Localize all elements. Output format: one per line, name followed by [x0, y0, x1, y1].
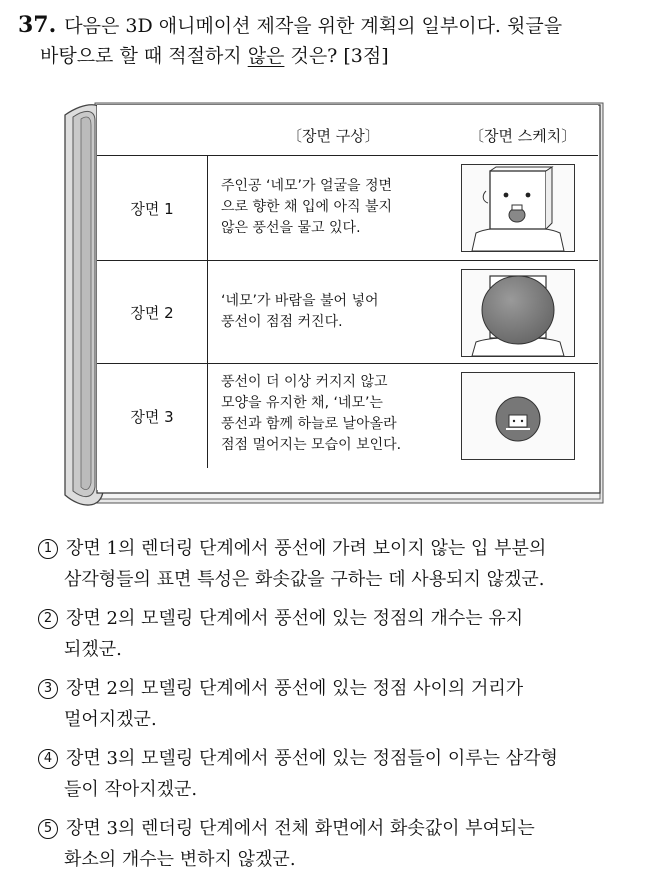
sketch-1 [461, 164, 575, 252]
scene-3-line-3: 풍선과 함께 하늘로 날아올라 [221, 416, 397, 432]
choice-4-line-2: 들이 작아지겠군. [64, 779, 198, 800]
choice-2-line-2: 되겠군. [64, 639, 122, 660]
choice-5-line-1: 장면 3의 렌더링 단계에서 전체 화면에서 화솟값이 부여되는 [66, 818, 535, 839]
scene-text-3 [221, 372, 456, 456]
scene-label-3: 장면 3 [97, 364, 208, 468]
table-header [97, 105, 598, 156]
choice-number-3: 3 [38, 679, 58, 699]
answer-choices [38, 533, 638, 883]
nemo-face-icon [462, 165, 574, 251]
question-line-1 [18, 10, 648, 41]
choice-number-1: 1 [38, 539, 58, 559]
choice-5[interactable] [38, 813, 638, 875]
scene-label-1: 장면 1 [97, 156, 208, 260]
question-emphasis: 않은 [247, 45, 285, 67]
scene-1-line-1: 주인공 ‘네모’가 얼굴을 정면 [221, 178, 393, 194]
header-scene-plan: 〔장면 구상〕 [287, 127, 380, 145]
scene-2-line-2: 풍선이 점점 커진다. [221, 314, 343, 330]
inflated-balloon-icon [462, 270, 574, 356]
choice-5-line-2: 화소의 개수는 변하지 않겠군. [64, 849, 296, 870]
choice-3-line-1: 장면 2의 모델링 단계에서 풍선에 있는 정점 사이의 거리가 [66, 678, 524, 699]
question-text-1: 다음은 3D 애니메이션 제작을 위한 계획의 일부이다. 윗글을 [64, 15, 563, 37]
choice-1-line-1: 장면 1의 렌더링 단계에서 풍선에 가려 보이지 않는 입 부분의 [66, 538, 547, 559]
choice-number-5: 5 [38, 819, 58, 839]
choice-3[interactable] [38, 673, 638, 735]
choice-3-line-2: 멀어지겠군. [64, 709, 157, 730]
header-scene-sketch: 〔장면 스케치〕 [469, 127, 577, 145]
scene-row-1 [97, 156, 598, 261]
scene-text-2 [221, 291, 456, 333]
choice-4[interactable] [38, 743, 638, 805]
choice-number-4: 4 [38, 749, 58, 769]
scene-1-line-2: 으로 향한 채 입에 아직 불지 [221, 199, 393, 215]
scene-1-line-3: 않은 풍선을 물고 있다. [221, 220, 361, 236]
sketch-2 [461, 269, 575, 357]
scene-row-2 [97, 261, 598, 364]
question-text-2a: 바탕으로 할 때 적절하지 [40, 45, 248, 67]
question-stem [18, 10, 648, 71]
choice-1-line-2: 삼각형들의 표면 특성은 화솟값을 구하는 데 사용되지 않겠군. [64, 569, 545, 590]
flying-balloon-icon [462, 373, 574, 459]
plan-table [97, 105, 598, 490]
scene-3-line-2: 모양을 유지한 채, ‘네모’는 [221, 395, 383, 411]
choice-2-line-1: 장면 2의 모델링 단계에서 풍선에 있는 정점의 개수는 유지 [66, 608, 524, 629]
scene-2-line-1: ‘네모’가 바람을 불어 넣어 [221, 293, 379, 309]
question-line-2 [18, 41, 648, 71]
scene-text-1 [221, 176, 456, 239]
scene-label-2: 장면 2 [97, 261, 208, 363]
choice-2[interactable] [38, 603, 638, 665]
scene-row-3 [97, 364, 598, 468]
choice-number-2: 2 [38, 609, 58, 629]
scene-3-line-1: 풍선이 더 이상 커지지 않고 [221, 374, 388, 390]
scene-3-line-4: 점점 멀어지는 모습이 보인다. [221, 437, 402, 453]
question-number: 37. [18, 12, 57, 38]
question-text-2b: 것은? [3점] [284, 45, 389, 67]
choice-4-line-1: 장면 3의 모델링 단계에서 풍선에 있는 정점들이 이루는 삼각형 [66, 748, 558, 769]
choice-1[interactable] [38, 533, 638, 595]
sketch-3 [461, 372, 575, 460]
